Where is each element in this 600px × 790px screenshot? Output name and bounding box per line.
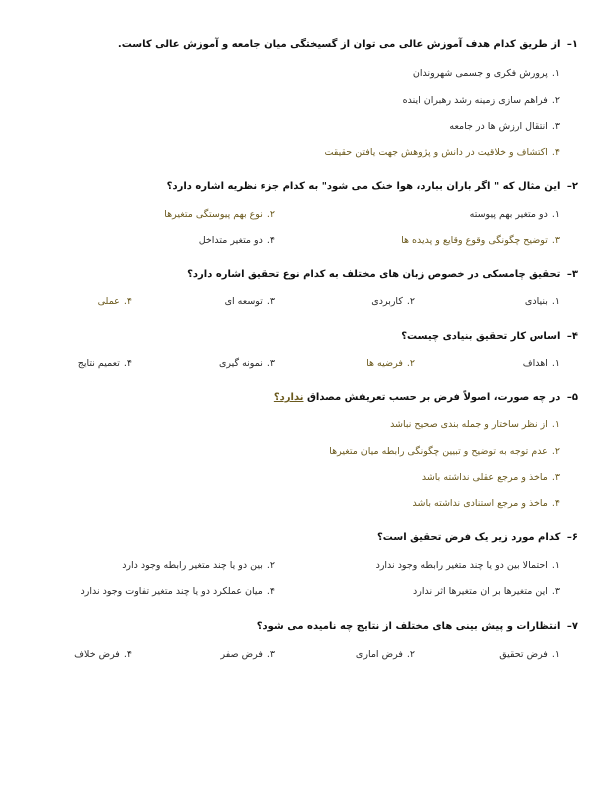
option-number: ۴. xyxy=(266,235,275,246)
option-text: بنیادی xyxy=(524,296,548,307)
option-2-3[interactable] xyxy=(401,234,560,247)
question-title xyxy=(40,531,578,545)
question-number: ۶– xyxy=(566,532,578,543)
question-title xyxy=(40,391,578,405)
option-text: انتقال ارزش ها در جامعه xyxy=(449,121,548,132)
question-number: ۳– xyxy=(566,269,578,280)
question-title xyxy=(40,38,578,52)
question-title xyxy=(40,268,578,282)
option-4-2[interactable] xyxy=(366,357,415,370)
option-number: ۴. xyxy=(123,296,132,307)
option-text: ماخذ و مرجع عقلی نداشته باشد xyxy=(421,472,548,483)
question-4 xyxy=(40,330,578,344)
option-4-3[interactable] xyxy=(219,357,275,370)
question-text: اساس کار تحقیق بنیادی چیست؟ xyxy=(401,331,561,342)
option-6-4[interactable] xyxy=(81,585,275,598)
question-2 xyxy=(40,180,578,194)
option-number: ۴. xyxy=(123,649,132,660)
question-title xyxy=(40,330,578,344)
question-title xyxy=(40,180,578,194)
option-2-1[interactable] xyxy=(470,208,560,221)
option-text: فرض خلاف xyxy=(74,649,120,660)
option-text: اکتشاف و خلاقیت در دانش و پژوهش جهت یافتن حقیقت xyxy=(324,147,548,158)
question-1 xyxy=(40,38,578,52)
option-text: فرض صفر xyxy=(220,649,263,660)
option-number: ۳. xyxy=(551,586,560,597)
option-text: فرض تحقیق xyxy=(499,649,548,660)
option-number: ۱. xyxy=(551,358,560,369)
option-text: دو متغیر بهم پیوسته xyxy=(469,209,548,220)
option-text: پرورش فکری و جسمی شهروندان xyxy=(412,68,548,79)
option-text: میان عملکرد دو یا چند متغیر تفاوت وجود ندارد xyxy=(80,586,263,597)
option-3-1[interactable] xyxy=(525,295,560,308)
option-text: دو متغیر متداخل xyxy=(198,235,263,246)
option-number: ۱. xyxy=(551,209,560,220)
option-5-1[interactable] xyxy=(390,418,560,431)
question-number: ۱– xyxy=(566,39,578,50)
option-number: ۲. xyxy=(551,446,560,457)
question-number: ۷– xyxy=(566,621,578,632)
option-1-1[interactable] xyxy=(413,67,560,80)
option-text: این متغیرها بر ان متغیرها اثر ندارد xyxy=(413,586,548,597)
option-7-4[interactable] xyxy=(74,648,132,661)
option-3-3[interactable] xyxy=(225,295,275,308)
option-4-4[interactable] xyxy=(78,357,132,370)
option-2-2[interactable] xyxy=(164,208,275,221)
option-number: ۲. xyxy=(406,358,415,369)
question-7 xyxy=(40,620,578,634)
option-number: ۱. xyxy=(551,296,560,307)
option-text: نوع بهم پیوستگی متغیرها xyxy=(164,209,263,220)
option-text: تعمیم نتایج xyxy=(77,358,120,369)
option-5-2[interactable] xyxy=(329,445,560,458)
option-1-2[interactable] xyxy=(403,94,560,107)
option-number: ۳. xyxy=(551,235,560,246)
option-text: توضیح چگونگی وقوع وقایع و پدیده ها xyxy=(401,235,548,246)
option-number: ۳. xyxy=(266,358,275,369)
option-3-4[interactable] xyxy=(98,295,132,308)
option-number: ۲. xyxy=(266,209,275,220)
question-title xyxy=(40,620,578,634)
question-text: کدام مورد زیر یک فرض تحقیق است؟ xyxy=(376,532,561,543)
option-text: فرض اماری xyxy=(355,649,403,660)
option-number: ۱. xyxy=(551,649,560,660)
option-text: نمونه گیری xyxy=(218,358,263,369)
option-number: ۴. xyxy=(123,358,132,369)
option-7-3[interactable] xyxy=(220,648,275,661)
question-text: این مثال که " اگر باران ببارد، هوا خنک می شود" به کدام جزء نظریه اشاره دارد؟ xyxy=(166,181,561,192)
option-3-2[interactable] xyxy=(371,295,415,308)
option-7-1[interactable] xyxy=(499,648,560,661)
option-6-2[interactable] xyxy=(122,559,275,572)
question-text: از طریق کدام هدف آموزش عالی می توان از گسیختگی میان جامعه و آموزش عالی کاست. xyxy=(117,39,561,50)
option-1-3[interactable] xyxy=(449,120,560,133)
option-text: ماخذ و مرجع استنادی نداشته باشد xyxy=(412,498,548,509)
option-number: ۲. xyxy=(266,560,275,571)
option-1-4[interactable] xyxy=(325,146,561,159)
option-number: ۱. xyxy=(551,560,560,571)
option-text: توسعه ای xyxy=(224,296,263,307)
option-text: بین دو یا چند متغیر رابطه وجود دارد xyxy=(122,560,263,571)
option-text: از نظر ساختار و جمله بندی صحیح نباشد xyxy=(390,419,548,430)
question-text: در چه صورت، اصولاً فرض بر حسب تعریفش مصداق xyxy=(306,392,561,403)
option-6-1[interactable] xyxy=(376,559,560,572)
option-number: ۳. xyxy=(266,649,275,660)
option-number: ۲. xyxy=(406,649,415,660)
option-number: ۲. xyxy=(551,95,560,106)
question-number: ۴– xyxy=(566,331,578,342)
question-number: ۵– xyxy=(566,392,578,403)
question-3 xyxy=(40,268,578,282)
option-4-1[interactable] xyxy=(523,357,560,370)
question-text: تحقیق چامسکی در خصوص زبان های مختلف به کدام نوع تحقیق اشاره دارد؟ xyxy=(187,269,561,280)
option-number: ۳. xyxy=(551,121,560,132)
option-number: ۲. xyxy=(406,296,415,307)
option-7-2[interactable] xyxy=(356,648,415,661)
option-6-3[interactable] xyxy=(413,585,560,598)
option-number: ۱. xyxy=(551,419,560,430)
option-number: ۳. xyxy=(266,296,275,307)
option-number: ۱. xyxy=(551,68,560,79)
option-text: کاربردی xyxy=(371,296,403,307)
option-text: احتمالا بین دو یا چند متغیر رابطه وجود ندارد xyxy=(375,560,548,571)
option-2-4[interactable] xyxy=(199,234,275,247)
question-text: انتظارات و پیش بینی های مختلف از نتایج چه نامیده می شود؟ xyxy=(256,621,561,632)
option-text: فرضیه ها xyxy=(366,358,403,369)
option-5-3[interactable] xyxy=(422,471,560,484)
option-number: ۴. xyxy=(266,586,275,597)
option-5-4[interactable] xyxy=(413,497,561,510)
question-6 xyxy=(40,531,578,545)
option-text: عدم توجه به توضیح و تبیین چگونگی رابطه میان متغیرها xyxy=(329,446,548,457)
question-text-emphasis: ندارد؟ xyxy=(273,392,304,403)
option-text: اهداف xyxy=(522,358,548,369)
option-number: ۴. xyxy=(551,147,560,158)
question-5 xyxy=(40,391,578,405)
option-number: ۴. xyxy=(551,498,560,509)
option-number: ۳. xyxy=(551,472,560,483)
question-number: ۲– xyxy=(566,181,578,192)
option-text: عملی xyxy=(97,296,120,307)
option-text: فراهم سازی زمینه رشد رهبران اینده xyxy=(402,95,548,106)
